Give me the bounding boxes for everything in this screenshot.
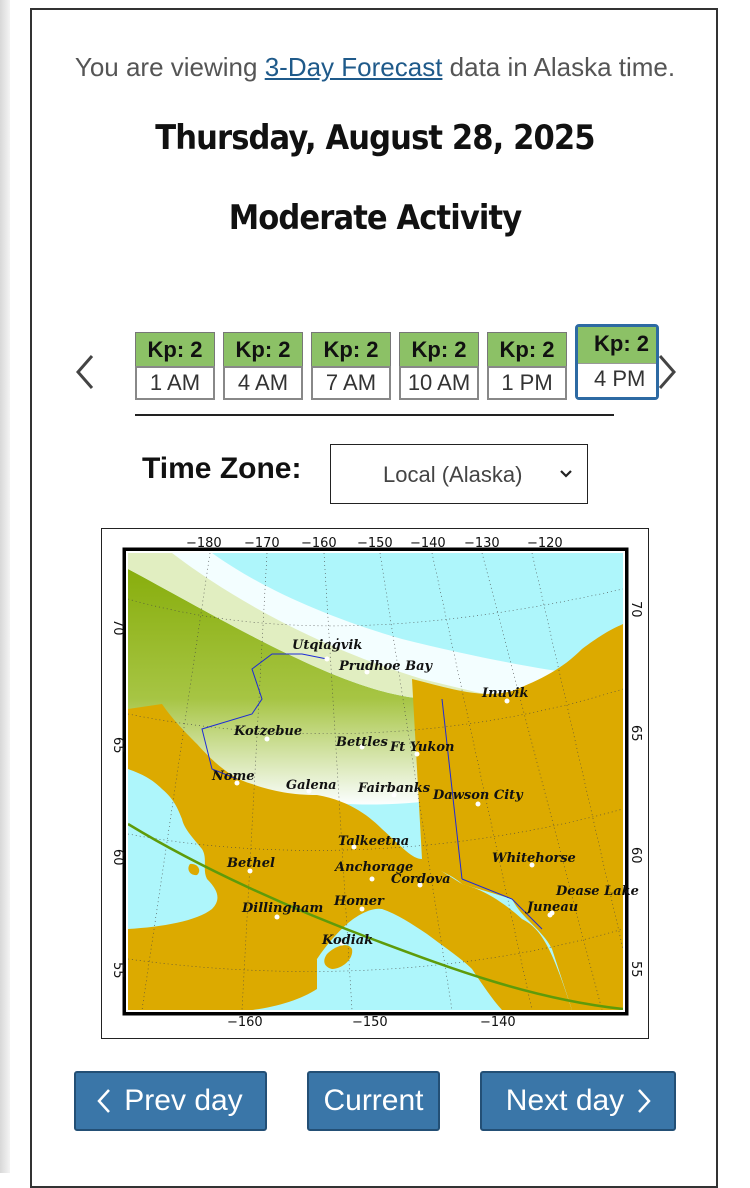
lat-tick-left: 55	[110, 962, 125, 979]
lon-tick-bottom: −150	[352, 1015, 388, 1030]
kp-item-10am[interactable]	[399, 332, 479, 400]
city-label: Prudhoe Bay	[339, 659, 433, 674]
city-label: Bettles	[336, 735, 388, 750]
kp-value: Kp: 2	[311, 332, 391, 366]
lat-tick-left: 65	[110, 737, 125, 754]
lon-tick-top: −180	[186, 536, 222, 551]
city-label: Talkeetna	[338, 834, 410, 849]
chevron-right-icon	[636, 1087, 652, 1115]
next-day-button[interactable]	[480, 1071, 676, 1131]
timezone-value: Local (Alaska)	[383, 462, 523, 487]
kp-item-1pm[interactable]	[487, 332, 567, 400]
kp-item-4pm-selected[interactable]	[575, 324, 659, 400]
lon-tick-top: −170	[244, 536, 280, 551]
city-label: Dawson City	[433, 788, 523, 803]
kp-item-4am[interactable]	[223, 332, 303, 400]
city-label: Nome	[212, 769, 255, 784]
prev-day-button[interactable]	[74, 1071, 267, 1131]
kp-time: 10 AM	[399, 366, 479, 400]
intro-text	[32, 52, 718, 83]
city-label: Utqiaġvik	[292, 638, 363, 653]
chevron-down-icon	[559, 469, 573, 479]
lon-tick-top: −130	[464, 536, 500, 551]
chevron-left-icon	[96, 1087, 112, 1115]
lat-tick-right: 65	[628, 725, 643, 742]
city-label: Fairbanks	[358, 781, 431, 796]
chevron-left-icon	[70, 350, 100, 394]
forecast-link[interactable]: 3-Day Forecast	[264, 52, 443, 82]
city-label: Ft Yukon	[390, 740, 455, 755]
prev-day-label: Prev day	[124, 1084, 243, 1117]
kp-time: 4 AM	[223, 366, 303, 400]
next-day-label: Next day	[505, 1084, 625, 1117]
page-left-shadow	[0, 0, 10, 1173]
city-label: Kotzebue	[234, 724, 303, 739]
city-label: Cordova	[391, 872, 451, 887]
kp-time: 7 AM	[311, 366, 391, 400]
kp-item-7am[interactable]	[311, 332, 391, 400]
lat-tick-right: 70	[628, 601, 643, 618]
city-label: Dillingham	[242, 901, 324, 916]
aurora-forecast-map	[101, 528, 649, 1039]
city-label: Homer	[334, 894, 384, 909]
kp-value: Kp: 2	[578, 327, 656, 363]
lat-tick-right: 60	[628, 847, 643, 864]
lat-tick-right: 55	[628, 961, 643, 978]
chevron-right-icon	[652, 350, 682, 394]
kp-time: 1 AM	[135, 366, 215, 400]
aurora-map-svg	[102, 529, 647, 1037]
kp-value: Kp: 2	[223, 332, 303, 366]
city-label: Kodiak	[322, 933, 374, 948]
lon-tick-bottom: −140	[480, 1015, 516, 1030]
intro-prefix: You are viewing	[74, 52, 265, 82]
lat-tick-left: 70	[110, 619, 125, 636]
kp-value: Kp: 2	[135, 332, 215, 366]
city-label: Dease Lake	[556, 884, 639, 899]
page-date: Thursday, August 28, 2025	[155, 118, 595, 158]
city-label: Juneau	[527, 900, 579, 915]
kp-value: Kp: 2	[487, 332, 567, 366]
lat-tick-left: 60	[110, 849, 125, 866]
kp-time: 1 PM	[487, 366, 567, 400]
city-label: Inuvik	[482, 686, 529, 701]
city-label: Galena	[286, 778, 337, 793]
carousel-prev-arrow[interactable]	[70, 350, 100, 394]
kp-carousel	[135, 322, 649, 416]
current-label: Current	[323, 1084, 424, 1117]
kp-item-1am[interactable]	[135, 332, 215, 400]
lon-tick-bottom: −160	[227, 1015, 263, 1030]
city-label: Bethel	[227, 856, 275, 871]
timezone-label: Time Zone:	[142, 452, 302, 485]
lon-tick-top: −120	[527, 536, 563, 551]
lon-tick-top: −150	[357, 536, 393, 551]
city-label: Whitehorse	[492, 851, 576, 866]
activity-level: Moderate Activity	[228, 198, 522, 238]
lon-tick-top: −140	[410, 536, 446, 551]
intro-suffix: data in Alaska time.	[442, 52, 676, 82]
timezone-select[interactable]	[330, 444, 588, 504]
kp-time: 4 PM	[578, 363, 656, 397]
lon-tick-top: −160	[301, 536, 337, 551]
current-button[interactable]	[307, 1071, 440, 1131]
city-label: Anchorage	[335, 860, 414, 875]
carousel-next-arrow[interactable]	[652, 350, 682, 394]
kp-value: Kp: 2	[399, 332, 479, 366]
